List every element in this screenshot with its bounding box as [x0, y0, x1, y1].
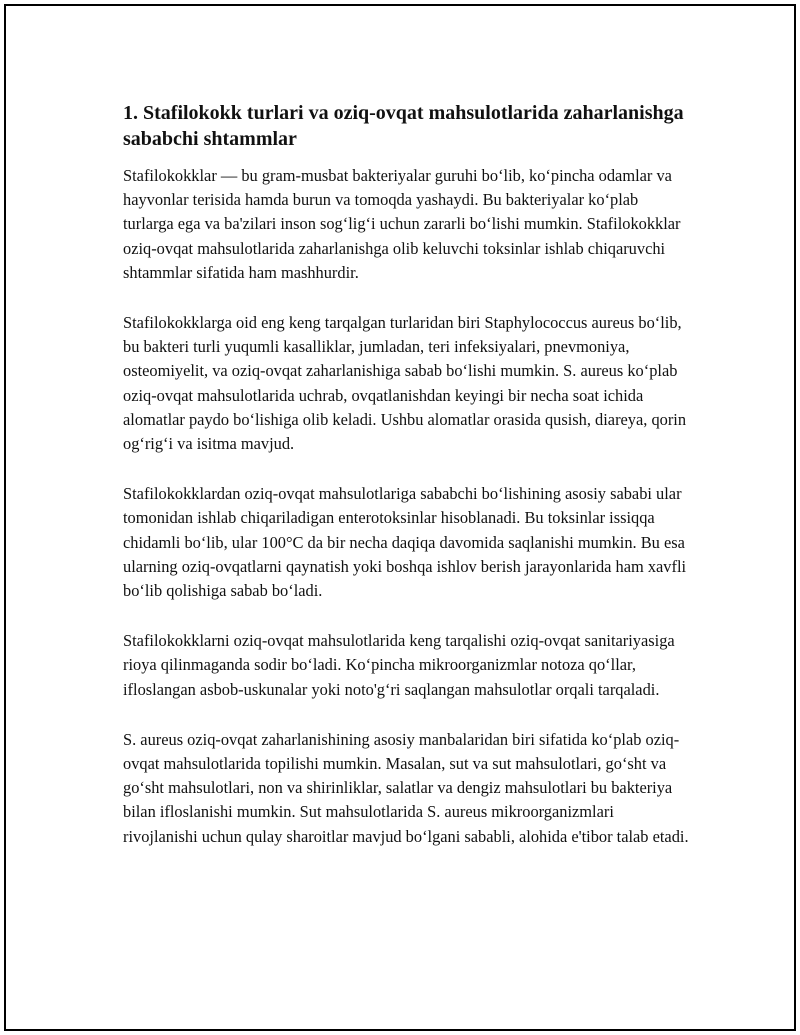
paragraph-3: Stafilokokklardan oziq-ovqat mahsulotlariga sababchi bo‘lishining asosiy sababi ular tomonidan ishlab chiqariladigan enterotoksinlar hisoblanadi. Bu toksinlar issiqqa chidamli bo‘lib, ular 100°C da bir necha daqiqa davomida saqlanishi mumkin. Bu esa ularning oziq-ovqatlarni qaynatish yoki boshqa ishlov berish jarayonlarida ham xavfli bo‘lib qolishiga sabab bo‘ladi.	[123, 484, 687, 601]
paragraph-2: Stafilokokklarga oid eng keng tarqalgan turlaridan biri Staphylococcus aureus bo‘lib, bu bakteri turli yuqumli kasalliklar, jumladan, teri infeksiyalari, pnevmoniya, osteomiyelit, va oziq-ovqat zaharlanishiga sabab bo‘lishi mumkin. S. aureus ko‘plab oziq-ovqat mahsulotlarida uchrab, ovqatlanishdan keyingi bir necha soat ichida alomatlar paydo bo‘lishiga olib keladi. Ushbu alomatlar orasida qusish, diareya, qorin og‘rig‘i va isitma mavjud.	[123, 313, 687, 454]
document-body	[123, 100, 691, 849]
paragraph-1: Stafilokokklar — bu gram-musbat bakteriyalar guruhi bo‘lib, ko‘pincha odamlar va hayvonlar terisida hamda burun va tomoqda yashaydi. Bu bakteriyalar ko‘plab turlarga ega va ba'zilari inson sog‘lig‘i uchun zararli bo‘lishi mumkin. Stafilokokklar oziq-ovqat mahsulotlarida zaharlanishga olib keluvchi toksinlar ishlab chiqaruvchi shtammlar sifatida ham mashhurdir.	[123, 166, 681, 282]
section-heading: 1. Stafilokokk turlari va oziq-ovqat mahsulotlarida zaharlanishga sababchi shtammlar	[123, 102, 684, 150]
paragraph-5: S. aureus oziq-ovqat zaharlanishining asosiy manbalaridan biri sifatida ko‘plab oziq-ovqat mahsulotlarida topilishi mumkin. Masalan, sut va sut mahsulotlari, go‘sht va go‘sht mahsulotlari, non va shirinliklar, salatlar va dengiz mahsulotlari bu bakteriya bilan ifloslanishi mumkin. Sut mahsulotlarida S. aureus mikroorganizmlari rivojlanishi uchun qulay sharoitlar mavjud bo‘lgani sababli, alohida e'tibor talab etadi.	[123, 729, 689, 846]
paragraph-4: Stafilokokklarni oziq-ovqat mahsulotlarida keng tarqalishi oziq-ovqat sanitariyasiga rioya qilinmaganda sodir bo‘ladi. Ko‘pincha mikroorganizmlar notoza qo‘llar, ifloslangan asbob-uskunalar yoki noto'g‘ri saqlangan mahsulotlar orqali tarqaladi.	[123, 631, 675, 699]
page-frame	[4, 4, 796, 1031]
